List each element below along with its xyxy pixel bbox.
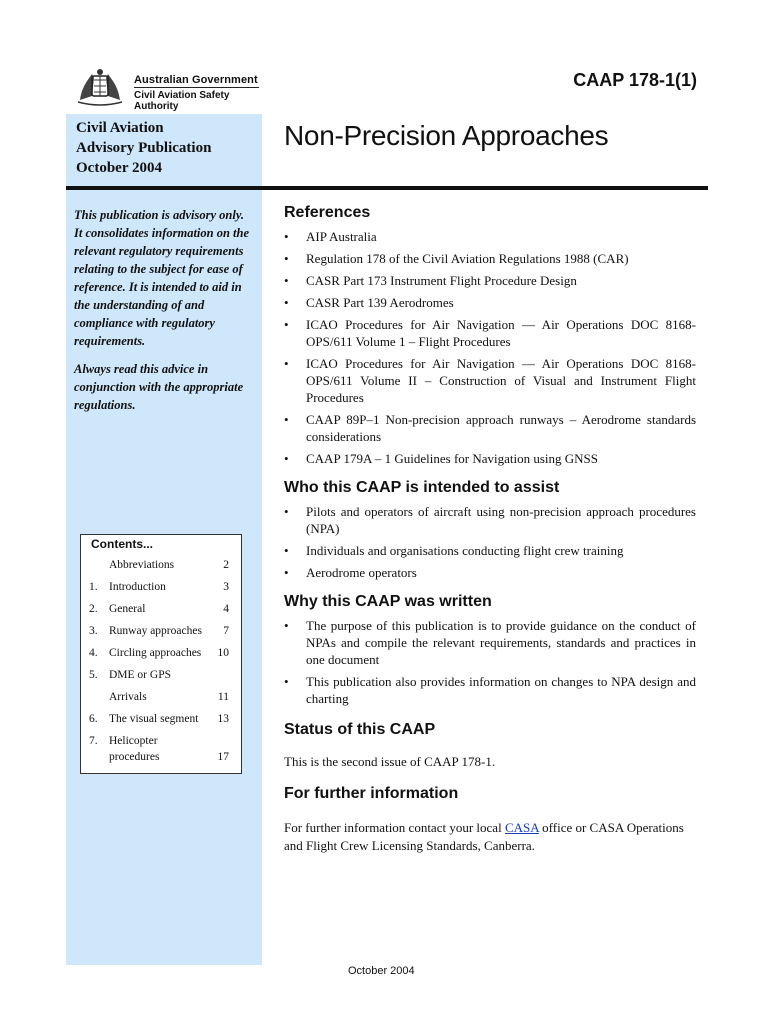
- bullet-icon: •: [284, 317, 289, 332]
- bullet-icon: •: [284, 251, 289, 266]
- further-text: [284, 819, 696, 855]
- main-content: [284, 204, 696, 855]
- contents-num: 5.: [89, 669, 98, 681]
- publication-line: Advisory Publication: [76, 140, 212, 156]
- contents-page: 4: [223, 603, 229, 615]
- bullet-icon: •: [284, 565, 289, 580]
- reference-text: CAAP 89P–1 Non-precision approach runways – Aerodrome standards considerations: [306, 412, 696, 444]
- list-item: [284, 228, 696, 245]
- publication-date: October 2004: [76, 160, 162, 176]
- contents-title: procedures: [109, 751, 160, 763]
- reference-text: CASR Part 139 Aerodromes: [306, 295, 454, 310]
- advisory-note: [74, 206, 254, 424]
- contents-page: 2: [223, 559, 229, 571]
- why-text: The purpose of this publication is to provide guidance on the conduct of NPAs and compile the relevant requirements, standards and practices in one document: [306, 618, 696, 667]
- assist-text: Pilots and operators of aircraft using non-precision approach procedures (NPA): [306, 504, 696, 536]
- publication-type: [76, 118, 262, 178]
- list-item: [284, 316, 696, 350]
- contents-num: 4.: [89, 647, 98, 659]
- status-heading: Status of this CAAP: [284, 721, 436, 738]
- government-logo: [72, 66, 262, 112]
- list-item: [284, 450, 696, 467]
- contents-title: General: [109, 603, 146, 615]
- publication-line: Civil Aviation: [76, 120, 164, 136]
- contents-page: 13: [217, 713, 229, 725]
- bullet-icon: •: [284, 356, 289, 371]
- contents-title: DME or GPS: [109, 669, 171, 681]
- bullet-icon: •: [284, 412, 289, 427]
- list-item: [284, 294, 696, 311]
- contents-title: Circling approaches: [109, 647, 202, 659]
- contents-title: Helicopter: [109, 735, 158, 747]
- further-text-end: office or CASA Operations and Flight Crew Licensing Standards, Canberra.: [284, 820, 684, 853]
- why-list: [284, 617, 696, 707]
- contents-page: 11: [217, 691, 229, 703]
- government-name: Australian Government: [134, 74, 258, 86]
- reference-text: ICAO Procedures for Air Navigation — Air Operations DOC 8168-OPS/611 Volume 1 – Flight Procedures: [306, 317, 696, 349]
- reference-text: Regulation 178 of the Civil Aviation Regulations 1988 (CAR): [306, 251, 629, 266]
- assist-text: Individuals and organisations conducting flight crew training: [306, 543, 624, 558]
- contents-num: 6.: [89, 713, 98, 725]
- contents-num: 2.: [89, 603, 98, 615]
- further-heading: For further information: [284, 785, 459, 802]
- document-code: CAAP 178-1(1): [573, 70, 697, 90]
- contents-num: 7.: [89, 735, 98, 747]
- contents-title: Abbreviations: [109, 559, 175, 571]
- reference-text: AIP Australia: [306, 229, 377, 244]
- reference-text: CASR Part 173 Instrument Flight Procedure Design: [306, 273, 577, 288]
- references-list: [284, 228, 696, 467]
- reference-text: ICAO Procedures for Air Navigation — Air Operations DOC 8168-OPS/611 Volume II – Construction of Visual and Instrument Flight Procedures: [306, 356, 696, 405]
- contents-title: Introduction: [109, 581, 166, 593]
- document-title: Non-Precision Approaches: [284, 120, 609, 151]
- bullet-icon: •: [284, 295, 289, 310]
- reference-text: CAAP 179A – 1 Guidelines for Navigation using GNSS: [306, 451, 599, 466]
- contents-page: 10: [217, 647, 229, 659]
- casa-link[interactable]: CASA: [504, 820, 539, 835]
- status-text: This is the second issue of CAAP 178-1.: [284, 754, 496, 769]
- list-item: [284, 272, 696, 289]
- bullet-icon: •: [284, 451, 289, 466]
- contents-page: 17: [217, 751, 229, 763]
- list-item: [284, 542, 696, 559]
- assist-list: [284, 503, 696, 581]
- bullet-icon: •: [284, 504, 289, 519]
- contents-title: Arrivals: [109, 691, 147, 703]
- contents-num: 3.: [89, 625, 98, 637]
- contents-page: 3: [223, 581, 229, 593]
- contents-num: 1.: [89, 581, 98, 593]
- contents-page: 7: [223, 625, 229, 637]
- list-item: [284, 355, 696, 406]
- list-item: [284, 673, 696, 707]
- assist-heading: Who this CAAP is intended to assist: [284, 479, 560, 496]
- bullet-icon: •: [284, 543, 289, 558]
- list-item: [284, 564, 696, 581]
- advisory-paragraph: This publication is advisory only. It consolidates information on the relevant regulatory requirements relating to the subject for ease of reference. It is intended to aid in the understanding of and compliance with regulatory requirements.: [74, 208, 250, 348]
- title-divider: [66, 186, 708, 190]
- bullet-icon: •: [284, 674, 289, 689]
- contents-heading: Contents...: [91, 537, 153, 551]
- contents-box: [80, 534, 242, 774]
- advisory-paragraph: Always read this advice in conjunction with the appropriate regulations.: [74, 362, 244, 412]
- contents-title: The visual segment: [109, 713, 199, 725]
- assist-text: Aerodrome operators: [306, 565, 417, 580]
- list-item: [284, 411, 696, 445]
- footer-date: October 2004: [348, 965, 415, 977]
- why-text: This publication also provides information on changes to NPA design and charting: [306, 674, 696, 706]
- list-item: [284, 503, 696, 537]
- logo-divider: [134, 87, 259, 88]
- bullet-icon: •: [284, 229, 289, 244]
- references-heading: References: [284, 204, 371, 221]
- list-item: [284, 250, 696, 267]
- further-text-start: For further information contact your local: [284, 820, 505, 835]
- contents-title: Runway approaches: [109, 625, 202, 637]
- bullet-icon: •: [284, 618, 289, 633]
- list-item: [284, 617, 696, 668]
- bullet-icon: •: [284, 273, 289, 288]
- coat-of-arms-icon: [72, 66, 128, 108]
- why-heading: Why this CAAP was written: [284, 593, 492, 610]
- authority-name: Civil Aviation Safety Authority: [134, 90, 230, 112]
